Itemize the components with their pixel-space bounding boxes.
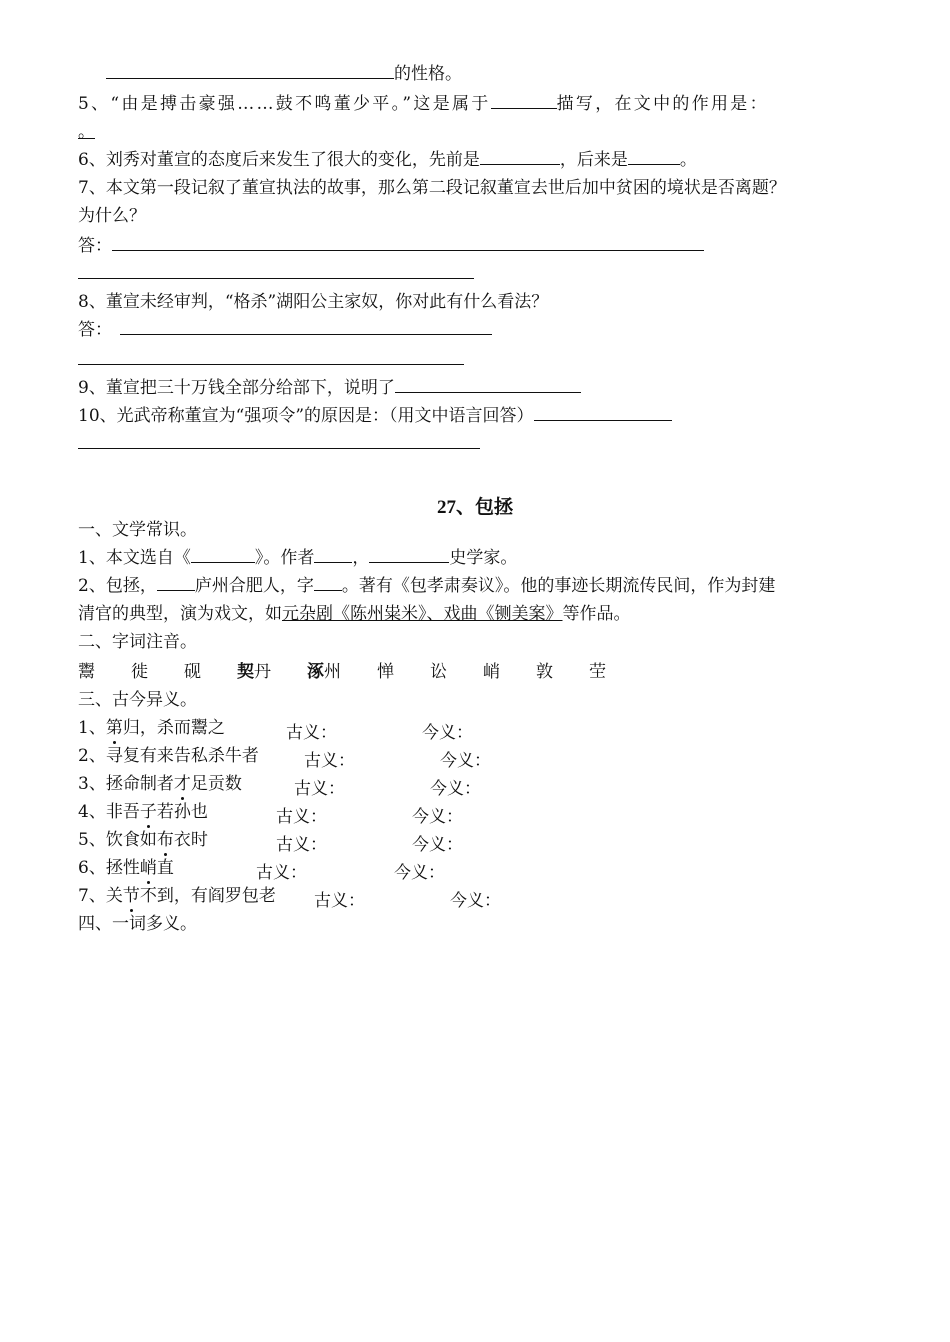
gujin-item: 6、拯性峭直 [78,858,174,878]
part2-heading: 二、字词注音。 [78,632,197,652]
gujin-item: 5、饮食如布衣时 [78,830,208,850]
gu-label: 古义： [276,835,327,855]
part1-heading: 一、文学常识。 [78,520,197,540]
word: 鬻 [78,662,95,682]
jin-label: 今义： [412,807,463,827]
answer-blank[interactable] [314,576,342,591]
answer-blank[interactable] [628,150,680,165]
word: 涿州 [307,662,341,682]
jin-label: 今义： [440,751,491,771]
jin-label: 今义： [394,863,445,883]
answer-blank[interactable] [78,434,480,449]
section-title: 27、包拯 [436,497,513,518]
answer-blank[interactable] [395,378,581,393]
jin-label: 今义： [412,835,463,855]
q4-tail: 的性格。 [106,64,462,84]
part1-item-2: 2、包拯， 庐州合肥人，字 。著有《包孝肃奏议》。他的事迹长期流传民间，作为封建 [78,576,776,596]
answer-blank[interactable] [78,264,474,279]
answer-blank[interactable] [106,64,394,79]
answer-blank[interactable] [480,150,560,165]
gujin-item: 2、寻复有来告私杀牛者 [78,746,259,766]
gu-label: 古义： [314,891,365,911]
word: 敦 [536,662,553,682]
answer-8-line2 [78,350,464,370]
answer-blank[interactable] [78,350,464,365]
answer-blank[interactable] [120,320,492,335]
word: 讼 [430,662,447,682]
question-5-end: 。 [78,122,95,142]
answer-blank[interactable] [191,548,255,563]
word: 砚 [184,662,201,682]
gujin-item: 3、拯命制者才足贡数 [78,774,242,794]
gujin-item: 4、非吾子若孙也 [78,802,208,822]
gu-label: 古义： [294,779,345,799]
part4-heading: 四、一词多义。 [78,914,197,934]
answer-10-line2 [78,434,480,454]
answer-7: 答： [78,236,704,256]
question-6: 6、刘秀对董宣的态度后来发生了很大的变化，先前是 ，后来是 。 [78,150,697,170]
pinyin-word-list [78,662,642,682]
word: 契丹 [237,662,271,682]
gujin-item: 1、第归，杀而鬻之 [78,718,225,738]
gu-label: 古义： [286,723,337,743]
word: 惮 [377,662,394,682]
question-10: 10、光武帝称董宣为“强项令”的原因是：（用文中语言回答） [78,406,672,426]
question-8: 8、董宣未经审判，“格杀”湖阳公主家奴，你对此有什么看法？ [78,292,549,312]
part3-heading: 三、古今异义。 [78,690,197,710]
part1-item-1: 1、本文选自《 》。作者 ， 史学家。 [78,548,518,568]
jin-label: 今义： [450,891,501,911]
gu-label: 古义： [304,751,355,771]
answer-blank[interactable] [157,576,195,591]
word: 茔 [589,662,606,682]
question-5: 5、“由是搏击豪强……鼓不鸣董少平。”这是属于 描写，在文中的作用是： [78,94,769,114]
jin-label: 今义： [430,779,481,799]
answer-blank[interactable] [534,406,672,421]
answer-blank[interactable] [314,548,352,563]
word: 徙 [131,662,148,682]
question-9: 9、董宣把三十万钱全部分给部下，说明了 [78,378,581,398]
answer-7-line2 [78,264,474,284]
answer-blank[interactable] [112,236,704,251]
gujin-item: 7、关节不到，有阎罗包老 [78,886,276,906]
gu-label: 古义： [276,807,327,827]
part1-item-2-cont: 清官的典型，演为戏文，如元杂剧《陈州粜米》、戏曲《铡美案》等作品。 [78,604,631,624]
question-7-cont: 为什么？ [78,206,146,226]
answer-blank[interactable] [369,548,449,563]
question-7: 7、本文第一段记叙了董宣执法的故事，那么第二段记叙董宣去世后加中贫困的境状是否离题？ [78,178,786,198]
word: 峭 [483,662,500,682]
gu-label: 古义： [256,863,307,883]
jin-label: 今义： [422,723,473,743]
answer-blank[interactable] [491,94,557,109]
answer-8: 答： [78,320,492,340]
